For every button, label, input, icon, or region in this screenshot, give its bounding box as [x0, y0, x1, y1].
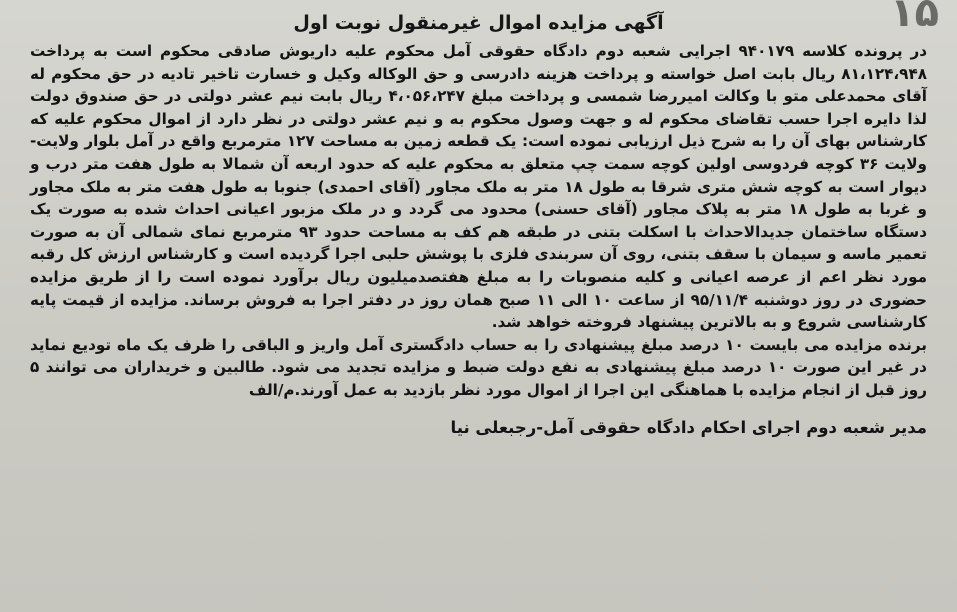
handwritten-corner-number: ۱۵ — [890, 0, 939, 36]
notice-paragraph-main: در پرونده کلاسه ۹۴۰۱۷۹ اجرایی شعبه دوم دادگاه حقوقی آمل محکوم علیه داریوش صادقی محکوم است به پرداخت ۸۱،۱۲۴،۹۴۸ ریال بابت اصل خواسته و پرداخت هزینه دادرسی و حق الوکاله وکیل و خسارت تاخیر تادیه در حق محکوم له آقای محمدعلی متو با وکالت امیررضا شمسی و پرداخت مبلغ ۴،۰۵۶،۲۴۷ ریال بابت نیم عشر دولتی در حق صندوق دولت لذا دایره اجرا حسب تقاضای محکوم له و جهت وصول محکوم به و نیم عشر دولتی در نظر دارد از اموال محکوم علیه که کارشناس بهای آن را به شرح ذیل ارزیابی نموده است: یک قطعه زمین به مساحت ۱۲۷ مترمربع واقع در آمل بلوار ولایت- ولایت ۳۶ کوچه فردوسی اولین کوچه سمت چپ متعلق به محکوم علیه که حدود اربعه آن شمالا به طول هفت متر درب و دیوار است به کوچه شش متری شرقا به طول ۱۸ متر به ملک مجاور (آقای احمدی) جنوبا به طول هفت متر به ملک مجاور و غربا به طول ۱۸ متر به پلاک مجاور (آقای حسنی) محدود می گردد و در ملک مزبور اعیانی احداث شده به صورت یک دستگاه ساختمان جدیدالاحداث با اسکلت بتنی در طبقه هم کف به مساحت حدود ۹۳ مترمربع نمای شمالی آن به صورت تعمیر ماسه و سیمان با سقف بتنی، روی آن سربندی فلزی با پوشش حلبی اجرا گردیده است و کارشناس ارزش کل رقبه مورد نظر اعم از عرصه اعیانی و کلیه منصوبات را به مبلغ هفتصدمیلیون ریال برآورد نموده است را از طریق مزایده حضوری در روز دوشنبه ۹۵/۱۱/۴ از ساعت ۱۰ الی ۱۱ صبح همان روز در دفتر اجرا به فروش برساند. مزایده از قیمت پایه کارشناسی شروع و به بالاترین پیشنهاد فروخته خواهد شد. — [30, 42, 928, 332]
notice-body — [30, 40, 927, 402]
notice-signature: مدیر شعبه دوم اجرای احکام دادگاه حقوقی آمل-رجبعلی نیا — [450, 417, 927, 437]
notice-paragraph-terms: برنده مزایده می بایست ۱۰ درصد مبلغ پیشنهادی را به حساب دادگستری آمل واریز و الباقی را ظرف یک ماه تودیع نماید در غیر این صورت ۱۰ درصد مبلغ پیشنهادی به نفع دولت ضبط و مزایده تجدید می شود. طالبین و خریداران می توانند ۵ روز قبل از انجام مزایده با هماهنگی این اجرا از اموال مورد نظر بازدید به عمل آورند.م/الف — [30, 335, 927, 399]
notice-title: آگهی مزایده اموال غیرمنقول نوبت اول — [293, 12, 664, 34]
